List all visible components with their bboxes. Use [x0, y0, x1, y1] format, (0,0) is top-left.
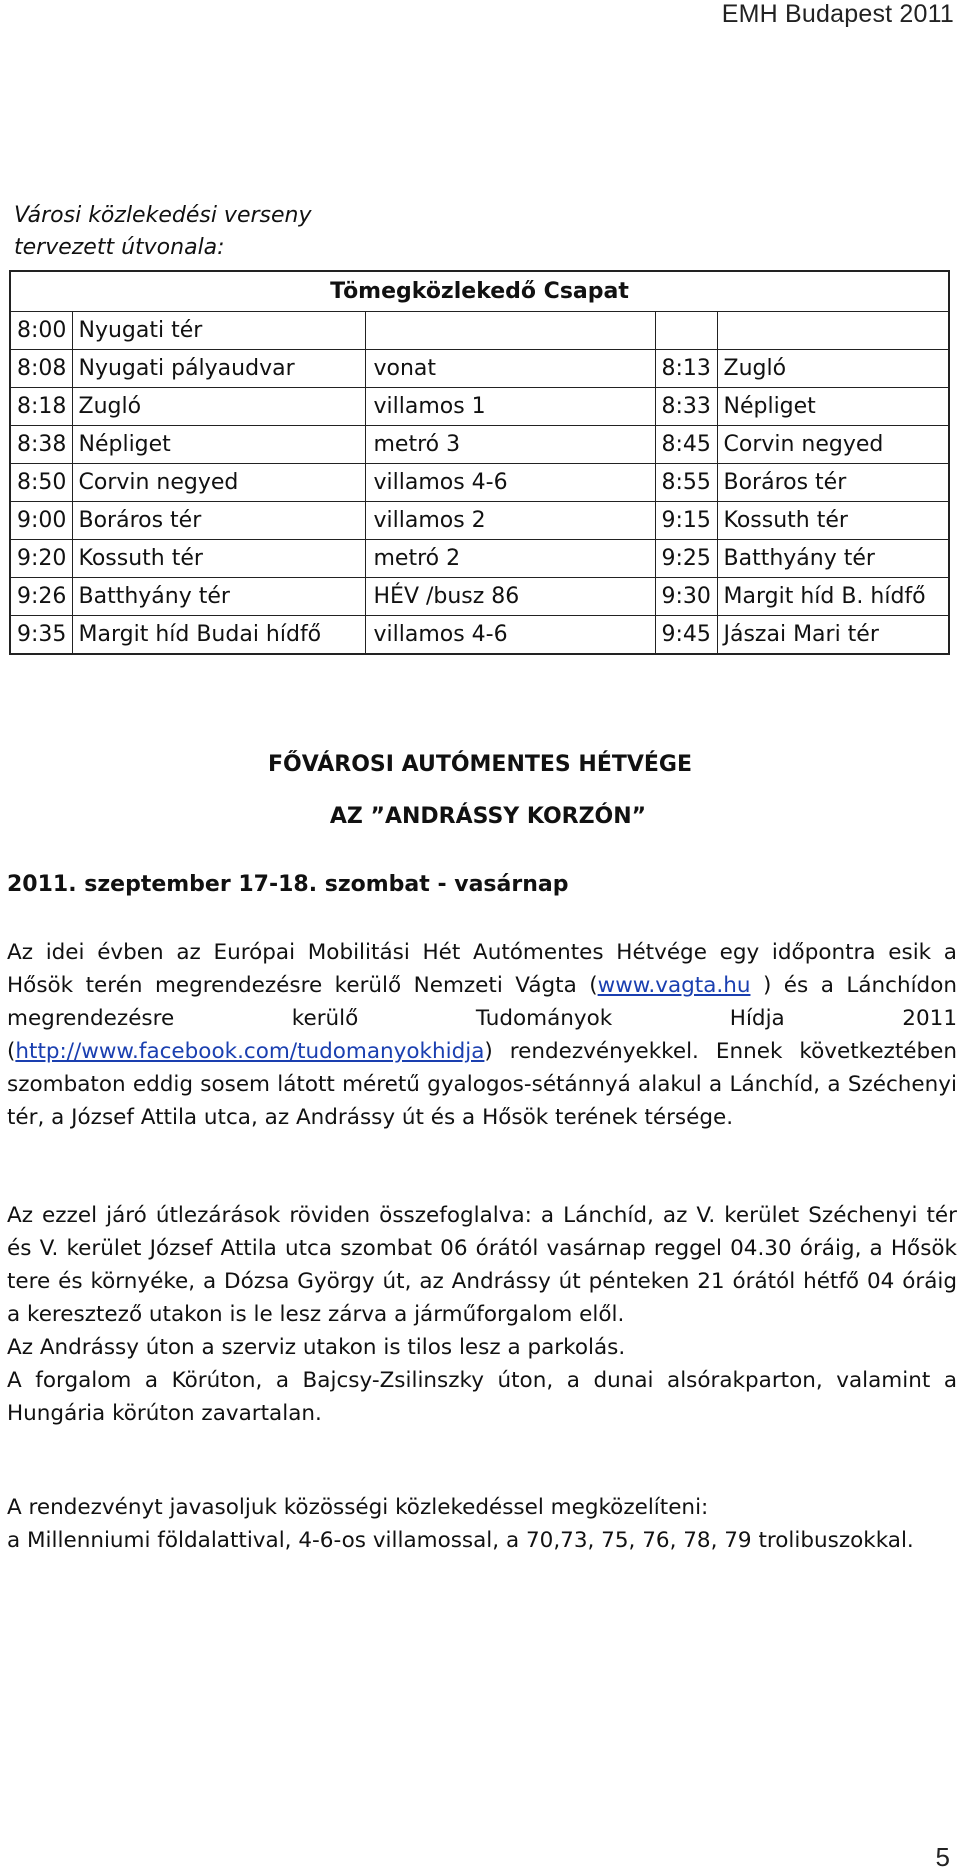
route-intro-line2: tervezett útvonala:: [14, 235, 225, 260]
route-row: [10, 502, 949, 540]
from-stop: Kossuth tér: [72, 540, 365, 578]
route-row: [10, 578, 949, 616]
event-subtitle: AZ ”ANDRÁSSY KORZÓN”: [329, 804, 647, 829]
route-intro: [14, 200, 312, 264]
vehicle: villamos 1: [365, 388, 655, 426]
departure-time: 8:38: [10, 426, 72, 464]
route-table: [9, 270, 950, 655]
departure-time: 9:35: [10, 616, 72, 655]
departure-time: 8:00: [10, 312, 72, 350]
to-stop: [717, 312, 949, 350]
arrival-time: 8:55: [655, 464, 717, 502]
arrival-time: 9:45: [655, 616, 717, 655]
document-header: EMH Budapest 2011: [721, 0, 954, 28]
vehicle: villamos 2: [365, 502, 655, 540]
arrival-time: 9:30: [655, 578, 717, 616]
departure-time: 9:26: [10, 578, 72, 616]
parking-text: Az Andrássy úton a szerviz utakon is tilos lesz a parkolás.: [7, 1335, 626, 1360]
to-stop: Batthyány tér: [717, 540, 949, 578]
paragraph-intro: [7, 936, 957, 1134]
vehicle: villamos 4-6: [365, 616, 655, 655]
route-row: [10, 540, 949, 578]
departure-time: 9:00: [10, 502, 72, 540]
to-stop: Boráros tér: [717, 464, 949, 502]
paragraph-intro-text-a: Az idei évben az Európai Mobilitási Hét Autómentes Hétvége egy időpontra esik a Hősök terén megrendezésre kerülő Nemzeti Vágta (: [7, 940, 957, 998]
from-stop: Nyugati pályaudvar: [72, 350, 365, 388]
vehicle: villamos 4-6: [365, 464, 655, 502]
arrival-time: [655, 312, 717, 350]
departure-time: 9:20: [10, 540, 72, 578]
vehicle: metró 3: [365, 426, 655, 464]
transport-lines: a Millenniumi földalattival, 4-6-os villamossal, a 70,73, 75, 76, 78, 79 trolibuszokkal.: [7, 1528, 914, 1553]
from-stop: Boráros tér: [72, 502, 365, 540]
from-stop: Batthyány tér: [72, 578, 365, 616]
departure-time: 8:50: [10, 464, 72, 502]
paragraph-closures: [7, 1199, 957, 1430]
route-row: [10, 464, 949, 502]
route-row: [10, 388, 949, 426]
from-stop: Zugló: [72, 388, 365, 426]
to-stop: Zugló: [717, 350, 949, 388]
vehicle: HÉV /busz 86: [365, 578, 655, 616]
to-stop: Corvin negyed: [717, 426, 949, 464]
team-title: Tömegközlekedő Csapat: [10, 271, 949, 312]
from-stop: Népliget: [72, 426, 365, 464]
departure-time: 8:08: [10, 350, 72, 388]
paragraph-intro-text-c: ) rendezvényekkel. Ennek következtében szombaton eddig sosem látott méretű gyalogos-sétánnyá alakul a Lánchíd, a Széchenyi tér, a József Attila utca, az Andrássy út és a Hősök terének térsége.: [7, 1039, 957, 1130]
arrival-time: 8:33: [655, 388, 717, 426]
event-date: 2011. szeptember 17-18. szombat - vasárnap: [7, 872, 569, 897]
route-table-body: [10, 312, 949, 655]
paragraph-intro-text-b: ) és a Lánchídon megrendezésre kerülő Tudományok Hídja 2011 (: [7, 973, 957, 1064]
route-table-header-row: [10, 271, 949, 312]
route-row: [10, 350, 949, 388]
arrival-time: 9:15: [655, 502, 717, 540]
page-number: 5: [935, 1842, 950, 1872]
event-title: FŐVÁROSI AUTÓMENTES HÉTVÉGE: [267, 752, 692, 777]
traffic-text: A forgalom a Körúton, a Bajcsy-Zsilinszky úton, a dunai alsórakparton, valamint a Hungária körúton zavartalan.: [7, 1368, 957, 1426]
to-stop: Margit híd B. hídfő: [717, 578, 949, 616]
to-stop: Kossuth tér: [717, 502, 949, 540]
from-stop: Corvin negyed: [72, 464, 365, 502]
arrival-time: 8:13: [655, 350, 717, 388]
route-row: [10, 426, 949, 464]
to-stop: Jászai Mari tér: [717, 616, 949, 655]
from-stop: Margit híd Budai hídfő: [72, 616, 365, 655]
from-stop: Nyugati tér: [72, 312, 365, 350]
facebook-link[interactable]: http://www.facebook.com/tudomanyokhidja: [15, 1039, 485, 1064]
transport-recommendation: A rendezvényt javasoljuk közösségi közlekedéssel megközelíteni:: [7, 1495, 709, 1520]
arrival-time: 9:25: [655, 540, 717, 578]
to-stop: Népliget: [717, 388, 949, 426]
vagta-link[interactable]: www.vagta.hu: [597, 973, 751, 998]
vehicle: [365, 312, 655, 350]
departure-time: 8:18: [10, 388, 72, 426]
vehicle: metró 2: [365, 540, 655, 578]
vehicle: vonat: [365, 350, 655, 388]
closures-text: Az ezzel járó útlezárások röviden összefoglalva: a Lánchíd, az V. kerület Széchenyi tér és V. kerület József Attila utca szombat 06 órától vasárnap reggel 04.30 óráig, a Hősök tere és környéke, a Dózsa György út, az Andrássy út pénteken 21 órától hétfő 04 óráig a keresztező utakon is le lesz zárva a járműforgalom elől.: [7, 1203, 957, 1327]
route-row: [10, 616, 949, 655]
route-row: [10, 312, 949, 350]
route-intro-line1: Városi közlekedési verseny: [14, 203, 312, 228]
arrival-time: 8:45: [655, 426, 717, 464]
